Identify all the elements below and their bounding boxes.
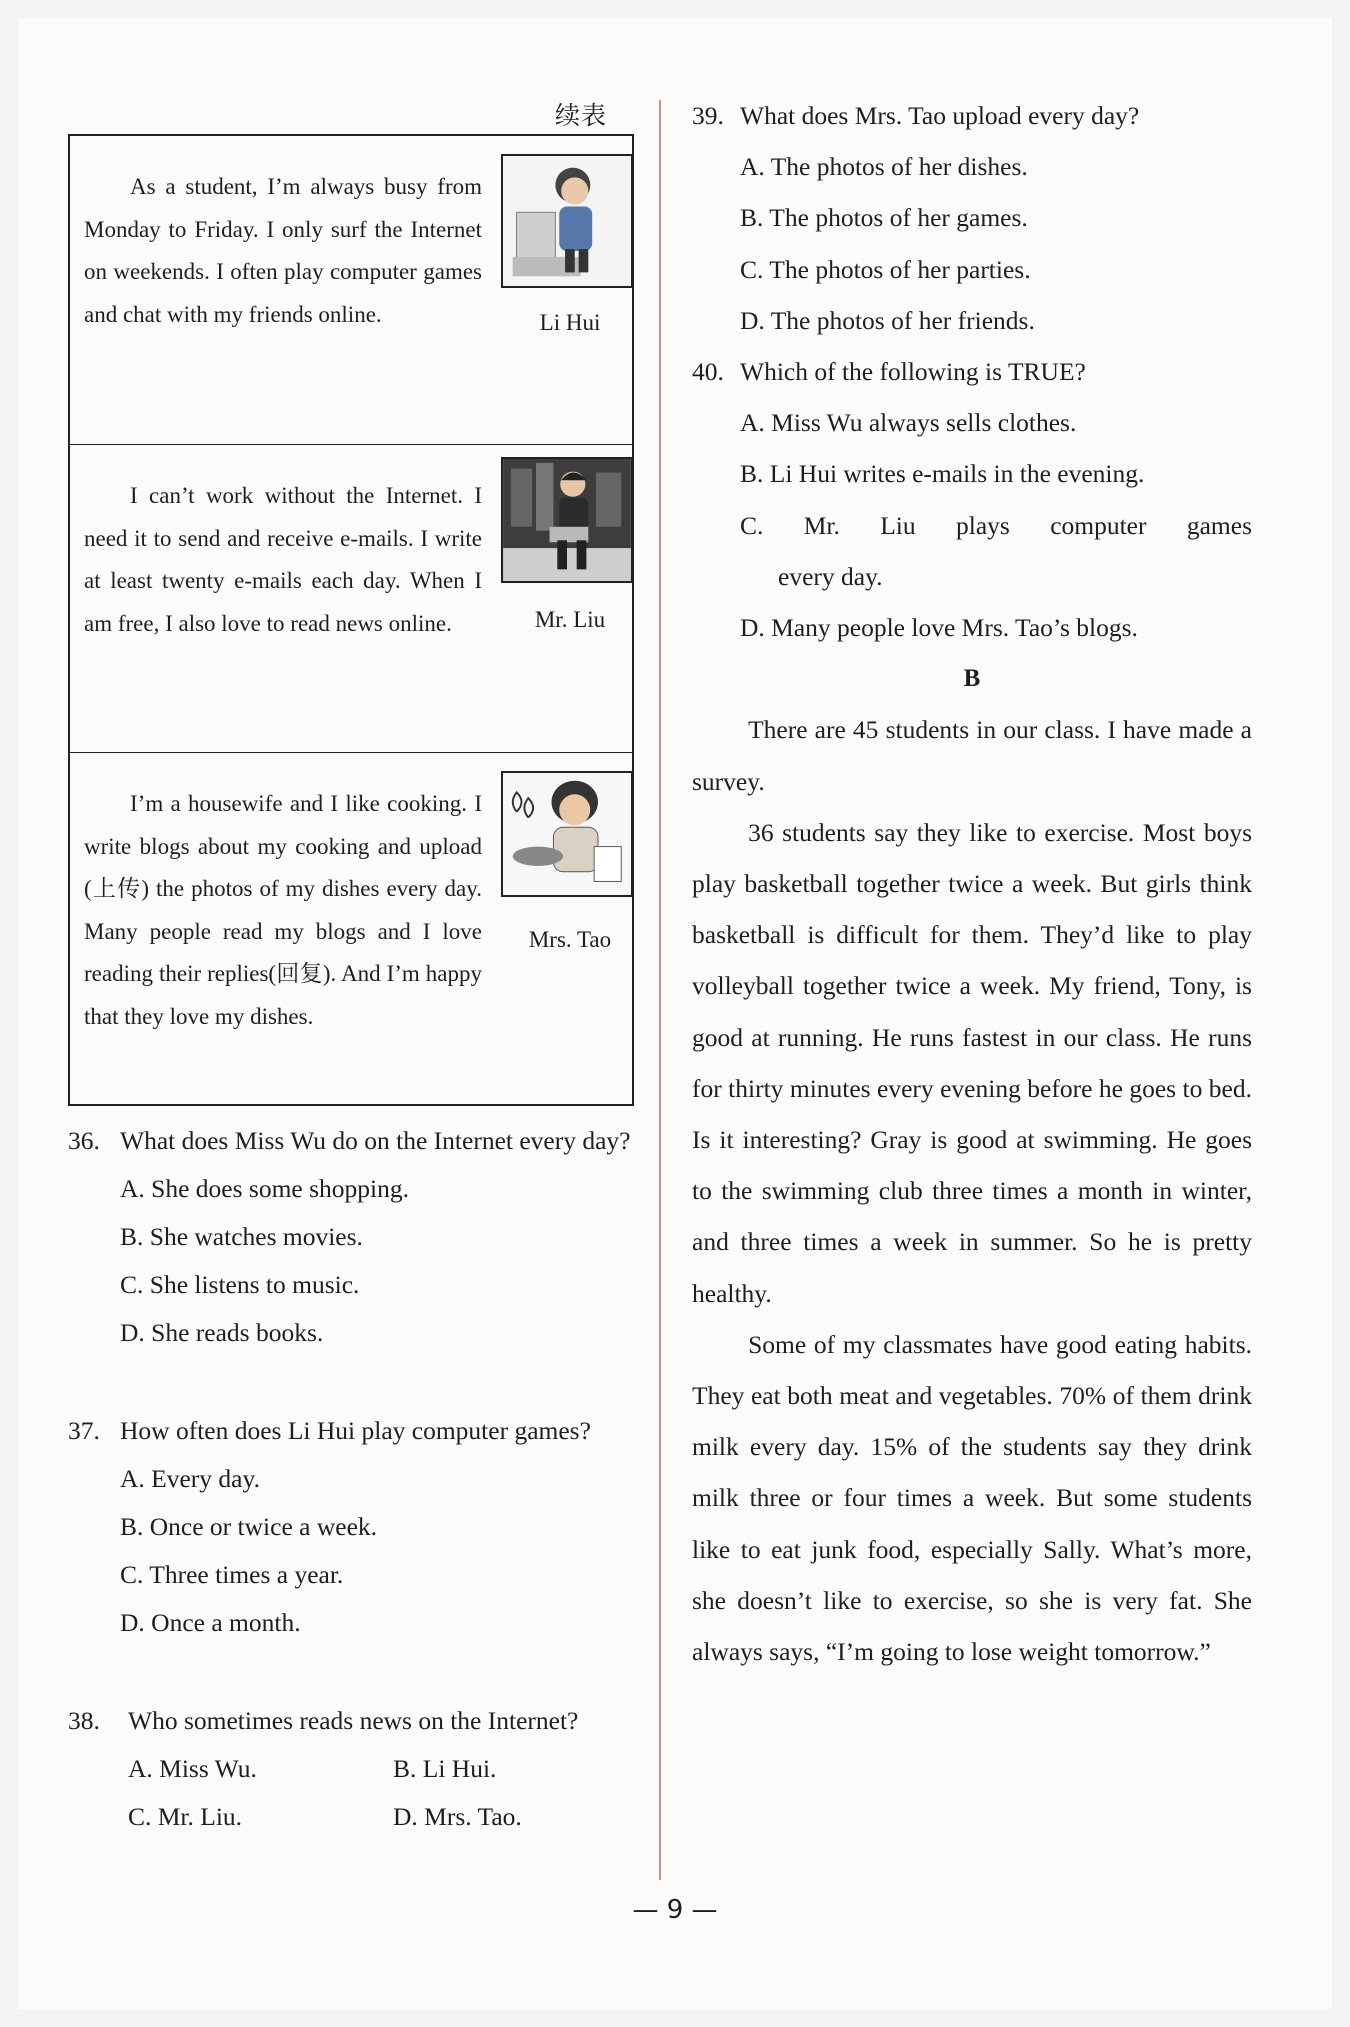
option: A. She does some shopping. <box>120 1174 409 1203</box>
option: A. Every day. <box>120 1464 260 1493</box>
question-number: 39. <box>692 101 724 130</box>
question-number: 40. <box>692 357 724 387</box>
passage-paragraph: 36 students say they like to exercise. Most boys play basketball together twice a week. But girls think basketball is difficult for them. They’d like to play volleyball together twice a week. My friend, Tony, is good at running. He runs fastest in our class. He runs for thirty minutes every evening before he goes to bed. Is it interesting? Gray is good at swimming. He goes to the swimming club three times a month in winter, and three times a week in summer. So he is pretty healthy. <box>692 817 1252 1308</box>
option: B. Li Hui. <box>393 1754 497 1783</box>
name-caption: Mrs. Tao <box>528 927 612 952</box>
question-stem: What does Mrs. Tao upload every day? <box>740 101 1140 130</box>
table-row <box>70 444 632 752</box>
passage-paragraph: Some of my classmates have good eating habits. They eat both meat and vegetables. 70% of them drink milk every day. 15% of the students say they drink milk three or four times a week. But some students like to eat junk food, especially Sally. What’s more, she doesn’t like to exercise, so she is very fat. She always says, “I’m going to lose weight tomorrow.” <box>692 1329 1252 1667</box>
li-hui-illustration <box>501 154 633 288</box>
row-text: I’m a housewife and I like cooking. I write blogs about my cooking and upload (上传) the photos of my dishes every day. Many people read my blogs and I love reading their replies(回复). And I’m happy that they love my dishes. <box>84 791 482 1029</box>
question-stem: What does Miss Wu do on the Internet every day? <box>120 1126 631 1155</box>
question-38 <box>68 1697 636 1841</box>
question-40 <box>692 346 1252 653</box>
option: D. She reads books. <box>120 1318 324 1347</box>
option: C. Three times a year. <box>120 1560 344 1589</box>
question-36 <box>68 1117 636 1357</box>
option: B. Once or twice a week. <box>120 1512 378 1541</box>
question-stem: Which of the following is TRUE? <box>740 357 1086 387</box>
section-title: B <box>963 665 981 693</box>
question-number: 36. <box>68 1126 100 1155</box>
option: D. Many people love Mrs. Tao’s blogs. <box>740 613 1138 643</box>
option: C. Mr. Liu plays computer games <box>740 510 1252 540</box>
option: A. The photos of her dishes. <box>740 152 1028 182</box>
question-number: 38. <box>68 1706 100 1735</box>
name-caption: Mr. Liu <box>534 607 606 632</box>
option: B. The photos of her games. <box>740 203 1028 233</box>
option: D. The photos of her friends. <box>740 305 1035 335</box>
question-37 <box>68 1407 636 1647</box>
question-number: 37. <box>68 1416 100 1445</box>
continued-label: 续表 <box>555 101 608 130</box>
option: B. She watches movies. <box>120 1222 363 1251</box>
option: B. Li Hui writes e-mails in the evening. <box>740 459 1145 489</box>
question-stem: Who sometimes reads news on the Internet? <box>128 1706 579 1735</box>
profile-table <box>68 134 634 1106</box>
passage-paragraph: There are 45 students in our class. I have made a survey. <box>692 715 1252 796</box>
table-row <box>70 752 632 1104</box>
option: A. Miss Wu always sells clothes. <box>740 408 1077 438</box>
mr-liu-illustration <box>501 457 633 583</box>
mrs-tao-illustration <box>501 771 633 897</box>
table-row <box>70 136 632 444</box>
option-continuation: every day. <box>778 561 883 591</box>
row-text: I can’t work without the Internet. I need it to send and receive e-mails. I write at least twenty e-mails each day. When I am free, I also love to read news online. <box>84 483 482 636</box>
page-number: — 9 — <box>632 1895 718 1925</box>
option: C. Mr. Liu. <box>128 1802 243 1831</box>
question-stem: How often does Li Hui play computer games? <box>120 1416 591 1445</box>
column-divider <box>659 100 661 1880</box>
option: C. The photos of her parties. <box>740 254 1031 284</box>
option: D. Once a month. <box>120 1608 301 1637</box>
right-column <box>692 90 1252 1677</box>
name-caption: Li Hui <box>539 310 601 335</box>
option: D. Mrs. Tao. <box>393 1802 522 1831</box>
question-39 <box>692 90 1252 346</box>
option: A. Miss Wu. <box>128 1754 257 1783</box>
option: C. She listens to music. <box>120 1270 360 1299</box>
row-text: As a student, I’m always busy from Monday to Friday. I only surf the Internet on weekends. I often play computer games and chat with my friends online. <box>84 174 482 327</box>
